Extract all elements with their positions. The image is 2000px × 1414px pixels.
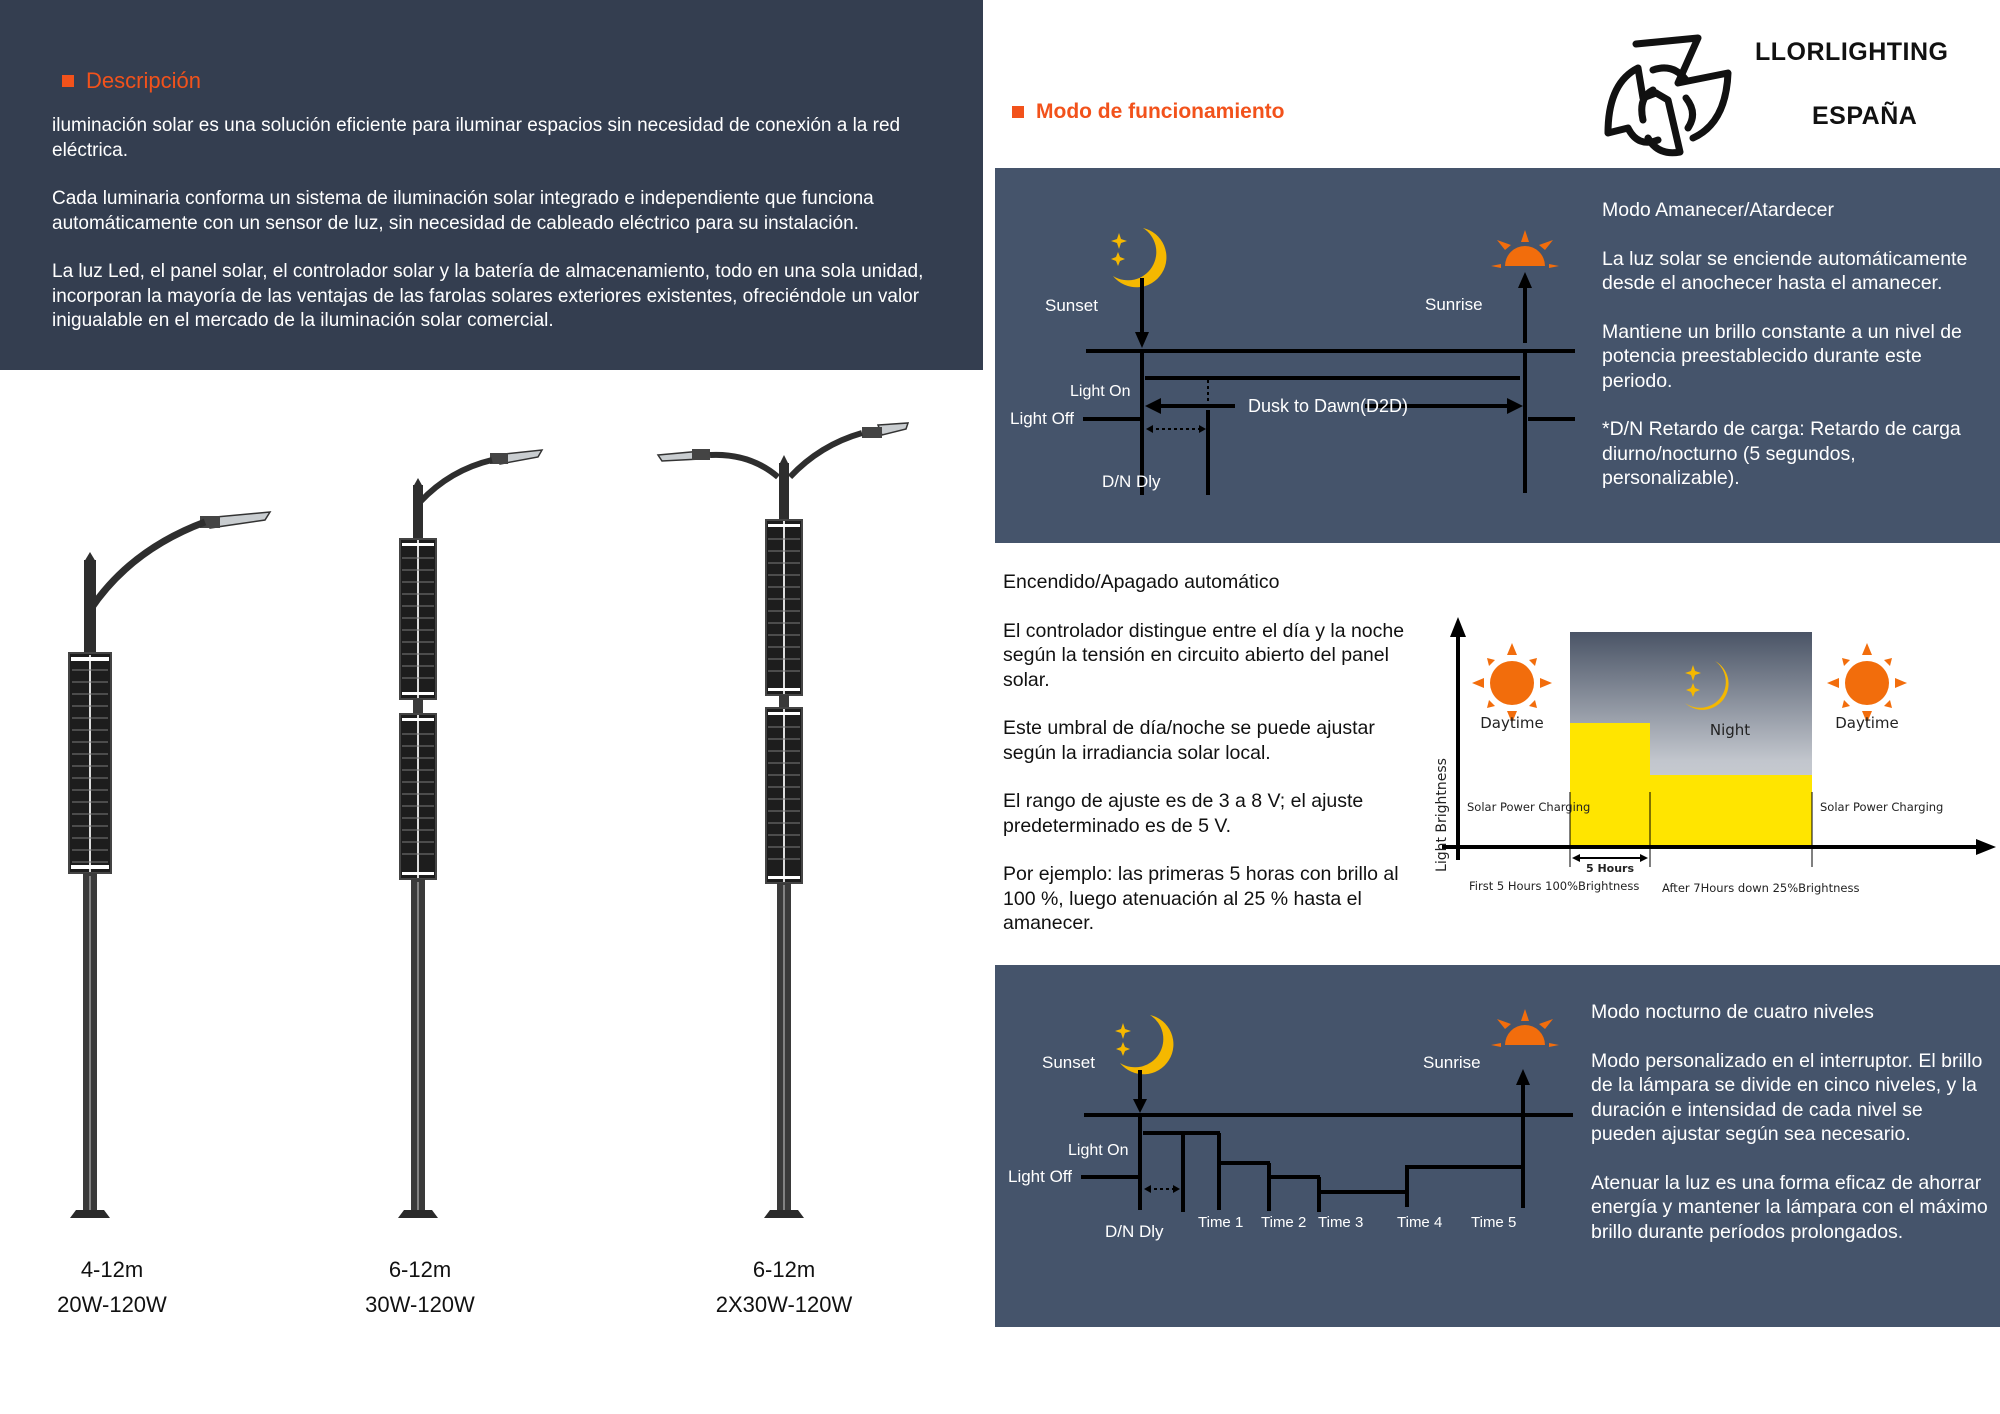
- description-heading-text: Descripción: [86, 68, 201, 93]
- pole-top: [84, 560, 96, 655]
- moon-icon: [1111, 228, 1166, 287]
- d2d-mode-paragraph: *D/N Retardo de carga: Retardo de carga diurno/nocturno (5 segundos, personalizable).: [1602, 418, 1961, 489]
- sunrise-icon: [1491, 1009, 1559, 1047]
- operation-heading-text: Modo de funcionamiento: [1036, 100, 1285, 123]
- solar-panel-column: [69, 653, 111, 873]
- four-level-mode-panel: [995, 965, 2000, 1327]
- product-power: 20W-120W: [57, 1292, 167, 1317]
- sunset-label: Sunset: [1045, 296, 1098, 315]
- four-level-mode-text: [1591, 1000, 1991, 1268]
- d2d-mode-paragraph: Mantiene un brillo constante a un nivel de potencia preestablecido durante este periodo.: [1602, 320, 1962, 392]
- time-label: Time 4: [1397, 1214, 1443, 1231]
- product-image-pole-3: [650, 415, 920, 1230]
- light-off-label: Light Off: [1008, 1167, 1072, 1186]
- daytime-sun-icon-left: [1472, 643, 1552, 723]
- auto-mode-title: Encendido/Apagado automático: [1003, 571, 1280, 593]
- night-label: Night: [1709, 721, 1751, 739]
- pole-base: [70, 1210, 110, 1218]
- lamp-arm-right: [790, 433, 862, 477]
- street-lamp-head: [200, 512, 270, 528]
- d2d-mode-text: [1602, 198, 1992, 515]
- product-caption-3: [654, 1252, 914, 1322]
- time-label: Time 3: [1318, 1214, 1364, 1231]
- solar-panel-column-upper: [766, 520, 802, 695]
- auto-mode-paragraph: Este umbral de día/noche se puede ajustar según la irradiancia solar local.: [1003, 717, 1375, 764]
- first-phase-label: First 5 Hours 100%Brightness: [1469, 879, 1640, 893]
- four-level-mode-paragraph: Atenuar la luz es una forma eficaz de ahorrar energía y mantener la lámpara con el máximo brillo durante períodos prolongados.: [1591, 1171, 1988, 1243]
- dn-delay-label: D/N Dly: [1102, 472, 1161, 491]
- operation-heading: [1012, 100, 1284, 124]
- four-level-timing-diagram: [995, 965, 1595, 1327]
- bullet-square-icon: [62, 75, 74, 87]
- lamp-arm: [90, 522, 205, 610]
- time-label: Time 5: [1471, 1214, 1517, 1231]
- product-caption-1: [0, 1252, 242, 1322]
- lamp-arm-left: [710, 455, 778, 477]
- lamp-arm: [420, 460, 492, 502]
- charging-label-right: Solar Power Charging: [1820, 800, 1944, 814]
- brand-country: ESPAÑA: [1812, 102, 1918, 130]
- auto-mode-paragraph: El controlador distingue entre el día y la noche según la tensión en circuito abierto del panel solar.: [1003, 619, 1405, 691]
- pole-top: [779, 463, 789, 521]
- description-paragraph: iluminación solar es una solución eficiente para iluminar espacios sin necesidad de conexión a la red eléctrica.: [52, 115, 901, 161]
- brightness-profile-chart: [1420, 615, 2000, 895]
- dn-delay-label: D/N Dly: [1105, 1222, 1164, 1241]
- bullet-square-icon: [1012, 106, 1024, 118]
- street-lamp-head: [490, 450, 542, 464]
- product-height: 6-12m: [388, 1257, 452, 1282]
- product-height: 6-12m: [752, 1257, 816, 1282]
- daytime-label-right: Daytime: [1835, 714, 1899, 732]
- solar-panel-column-lower: [766, 708, 802, 883]
- pole-base: [398, 1210, 438, 1218]
- product-power: 30W-120W: [365, 1292, 475, 1317]
- propeller-logo-icon: [1598, 28, 1740, 164]
- sunrise-icon: [1491, 230, 1559, 268]
- time-label: Time 2: [1261, 1214, 1307, 1231]
- brightness-bar-25: [1650, 775, 1812, 847]
- time-label: Time 1: [1198, 1214, 1244, 1231]
- description-body: [52, 114, 932, 358]
- daytime-label-left: Daytime: [1480, 714, 1544, 732]
- light-off-label: Light Off: [1010, 409, 1074, 428]
- second-phase-label: After 7Hours down 25%Brightness: [1662, 881, 1860, 895]
- d2d-timing-diagram: [995, 168, 1595, 543]
- product-image-pole-2: [380, 440, 560, 1230]
- description-panel: [0, 0, 983, 370]
- d2d-mode-panel: [995, 168, 2000, 543]
- auto-mode-text: [1003, 570, 1423, 960]
- four-level-mode-title: Modo nocturno de cuatro niveles: [1591, 1001, 1874, 1023]
- d2d-mode-title: Modo Amanecer/Atardecer: [1602, 199, 1834, 221]
- description-paragraph: Cada luminaria conforma un sistema de iluminación solar integrado e independiente que funciona automáticamente con un sensor de luz, sin necesidad de cableado eléctrico para su instalación.: [52, 188, 874, 234]
- brand-name: LLORLIGHTING: [1755, 38, 1949, 66]
- charging-label-left: Solar Power Charging: [1467, 800, 1591, 814]
- light-on-label: Light On: [1070, 383, 1131, 400]
- brightness-bar-100: [1570, 723, 1650, 847]
- description-heading: [62, 68, 201, 94]
- d2d-label: Dusk to Dawn(D2D): [1248, 396, 1409, 416]
- solar-panel-column-lower: [400, 714, 436, 879]
- auto-mode-paragraph: El rango de ajuste es de 3 a 8 V; el ajuste predeterminado es de 5 V.: [1003, 790, 1364, 837]
- pole-base: [764, 1210, 804, 1218]
- daytime-sun-icon-right: [1827, 643, 1907, 723]
- product-height: 4-12m: [80, 1257, 144, 1282]
- street-lamp-head-left: [658, 449, 710, 461]
- sunrise-label: Sunrise: [1423, 1053, 1481, 1072]
- sunrise-label: Sunrise: [1425, 295, 1483, 314]
- description-paragraph: La luz Led, el panel solar, el controlador solar y la batería de almacenamiento, todo en una sola unidad, incorporan la mayoría de las ventajas de las farolas solares exteriores existentes, ofreciéndole un valor inigualable en el mercado de la iluminación solar comercial.: [52, 261, 924, 331]
- street-lamp-head-right: [862, 423, 908, 438]
- moon-icon: [1115, 1015, 1173, 1074]
- d2d-mode-paragraph: La luz solar se enciende automáticamente desde el anochecer hasta el amanecer.: [1602, 247, 1968, 294]
- product-image-pole-1: [60, 500, 280, 1230]
- product-caption-2: [290, 1252, 550, 1322]
- light-on-label: Light On: [1068, 1142, 1129, 1159]
- product-power: 2X30W-120W: [715, 1292, 853, 1317]
- y-axis-label: Light Brightness: [1434, 758, 1450, 872]
- five-hours-label: 5 Hours: [1585, 862, 1635, 875]
- sunset-label: Sunset: [1042, 1053, 1095, 1072]
- pole-top: [413, 485, 423, 540]
- auto-mode-paragraph: Por ejemplo: las primeras 5 horas con brillo al 100 %, luego atenuación al 25 % hasta el amanecer.: [1003, 863, 1399, 934]
- solar-panel-column-upper: [400, 539, 436, 699]
- four-level-mode-paragraph: Modo personalizado en el interruptor. El brillo de la lámpara se divide en cinco niveles, y la duración e intensidad de cada nivel se pueden ajustar según sea necesario.: [1591, 1049, 1983, 1145]
